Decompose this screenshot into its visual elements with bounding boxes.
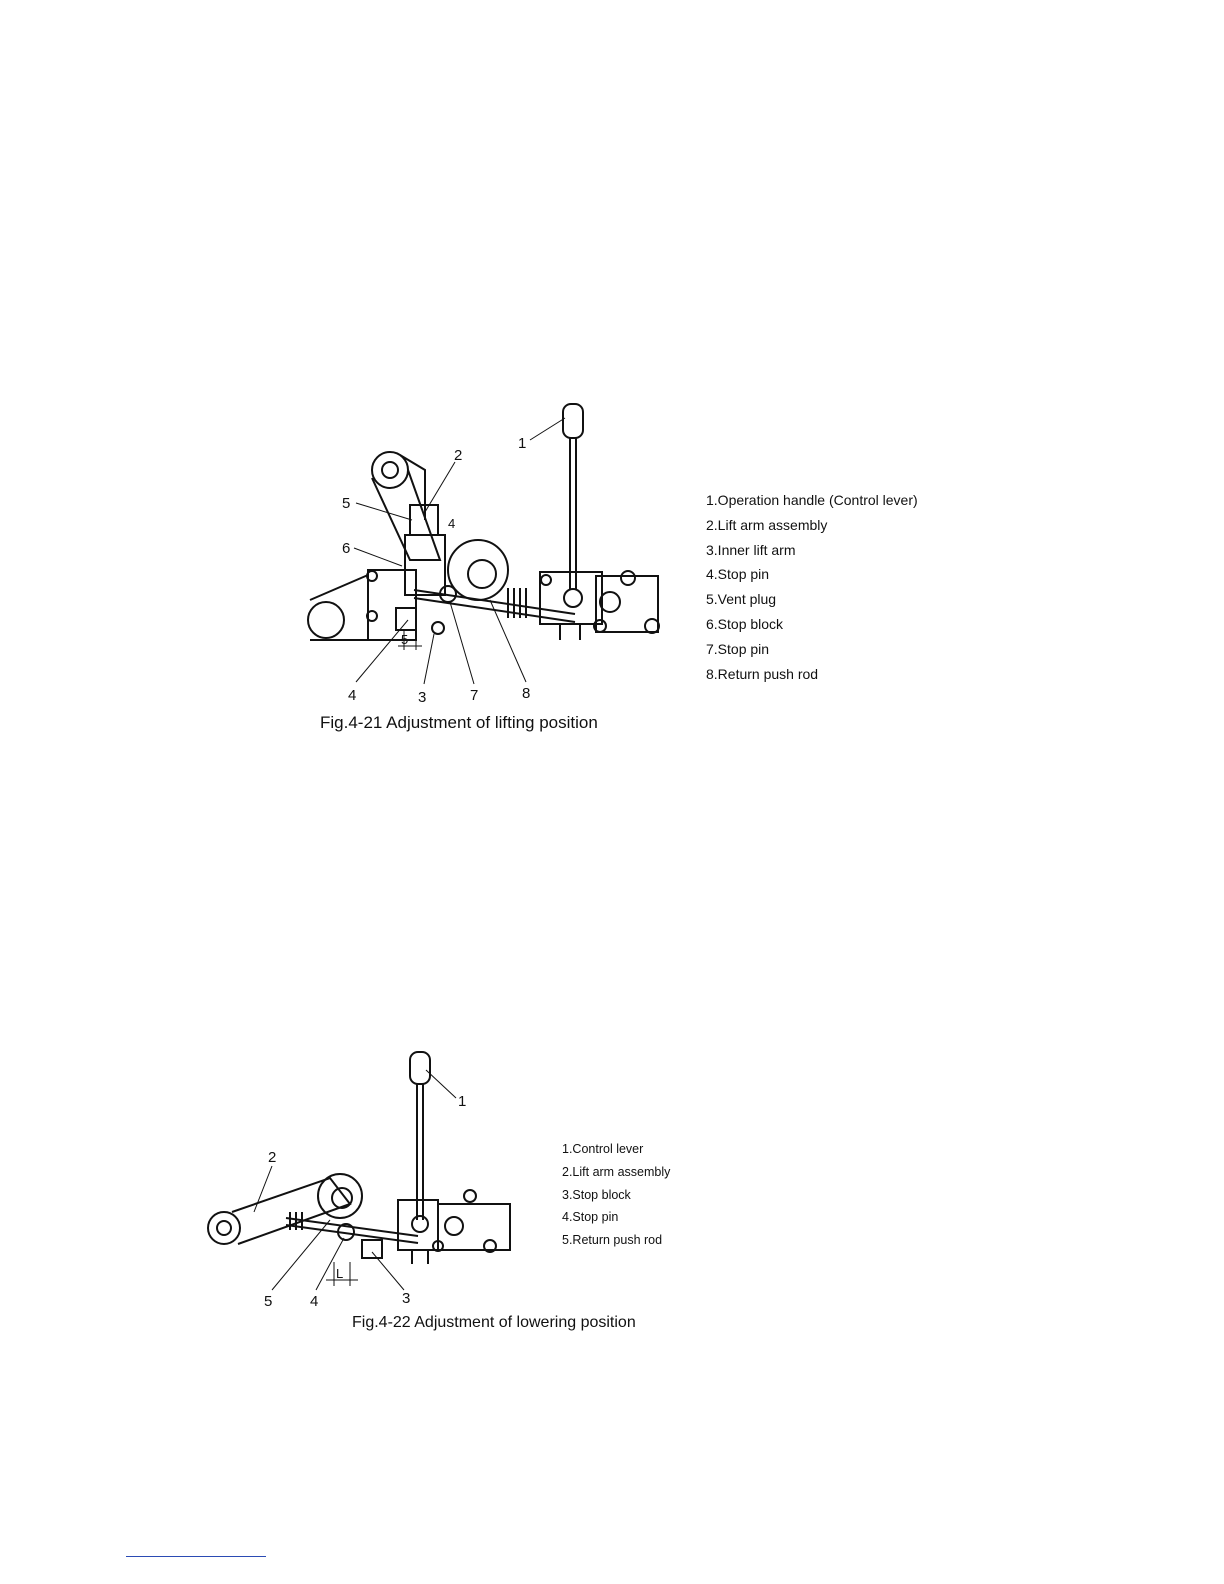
legend-item: 2.Lift arm assembly [706, 516, 828, 533]
callout-6: 6 [342, 540, 351, 557]
lever-knob [410, 1052, 430, 1084]
callout-8: 8 [522, 685, 531, 702]
figure-caption: Fig.4-21 Adjustment of lifting position [320, 713, 598, 732]
valve-port [445, 1217, 463, 1235]
legend-item: 5.Return push rod [562, 1233, 663, 1248]
callout-2: 2 [268, 1149, 277, 1166]
callout-1: 1 [518, 435, 527, 452]
legend-item: 1.Operation handle (Control lever) [706, 492, 918, 508]
legend-item: 4.Stop pin [562, 1210, 619, 1225]
lift-arm-end-pin [217, 1221, 231, 1235]
legend-item: 8.Return push rod [706, 665, 819, 682]
callout-1: 1 [458, 1093, 467, 1110]
lever-pivot [412, 1216, 428, 1232]
leader-1 [426, 1070, 456, 1098]
legend-item: 3.Stop block [562, 1187, 631, 1202]
lift-arm-end-eye [208, 1212, 240, 1244]
valve-housing [438, 1204, 510, 1250]
callout-3: 3 [418, 689, 427, 706]
leader-3 [372, 1252, 404, 1290]
legend-item: 6.Stop block [706, 615, 784, 632]
legend-item: 2.Lift arm assembly [562, 1164, 671, 1179]
callout-4: 4 [310, 1293, 319, 1310]
callout-4: 4 [348, 687, 357, 704]
callout-4-inner: 4 [448, 516, 456, 531]
lift-arm-shaft [332, 1188, 352, 1208]
footnote-separator [126, 1556, 266, 1557]
valve-bolt [464, 1190, 476, 1202]
figure-caption: Fig.4-22 Adjustment of lowering position [352, 1314, 636, 1331]
legend-item: 1.Control lever [562, 1142, 644, 1156]
callout-2: 2 [454, 447, 463, 464]
legend-item: 7.Stop pin [706, 640, 770, 657]
lift-arm-body [232, 1178, 350, 1244]
callout-5: 5 [264, 1293, 273, 1310]
leader-2 [254, 1166, 272, 1212]
legend-item: 3.Inner lift arm [706, 541, 796, 558]
legend-item: 4.Stop pin [706, 566, 770, 583]
callout-gap-5: 5 [401, 632, 409, 647]
leader-4 [316, 1238, 344, 1290]
callout-7: 7 [470, 687, 479, 704]
lowering-legend [562, 1140, 670, 1254]
legend-item: 5.Vent plug [706, 591, 777, 608]
callout-3: 3 [402, 1290, 411, 1307]
stop-block [362, 1240, 382, 1258]
lift-arm-hub [318, 1174, 362, 1218]
callout-5: 5 [342, 495, 351, 512]
callout-L: L [336, 1266, 344, 1281]
